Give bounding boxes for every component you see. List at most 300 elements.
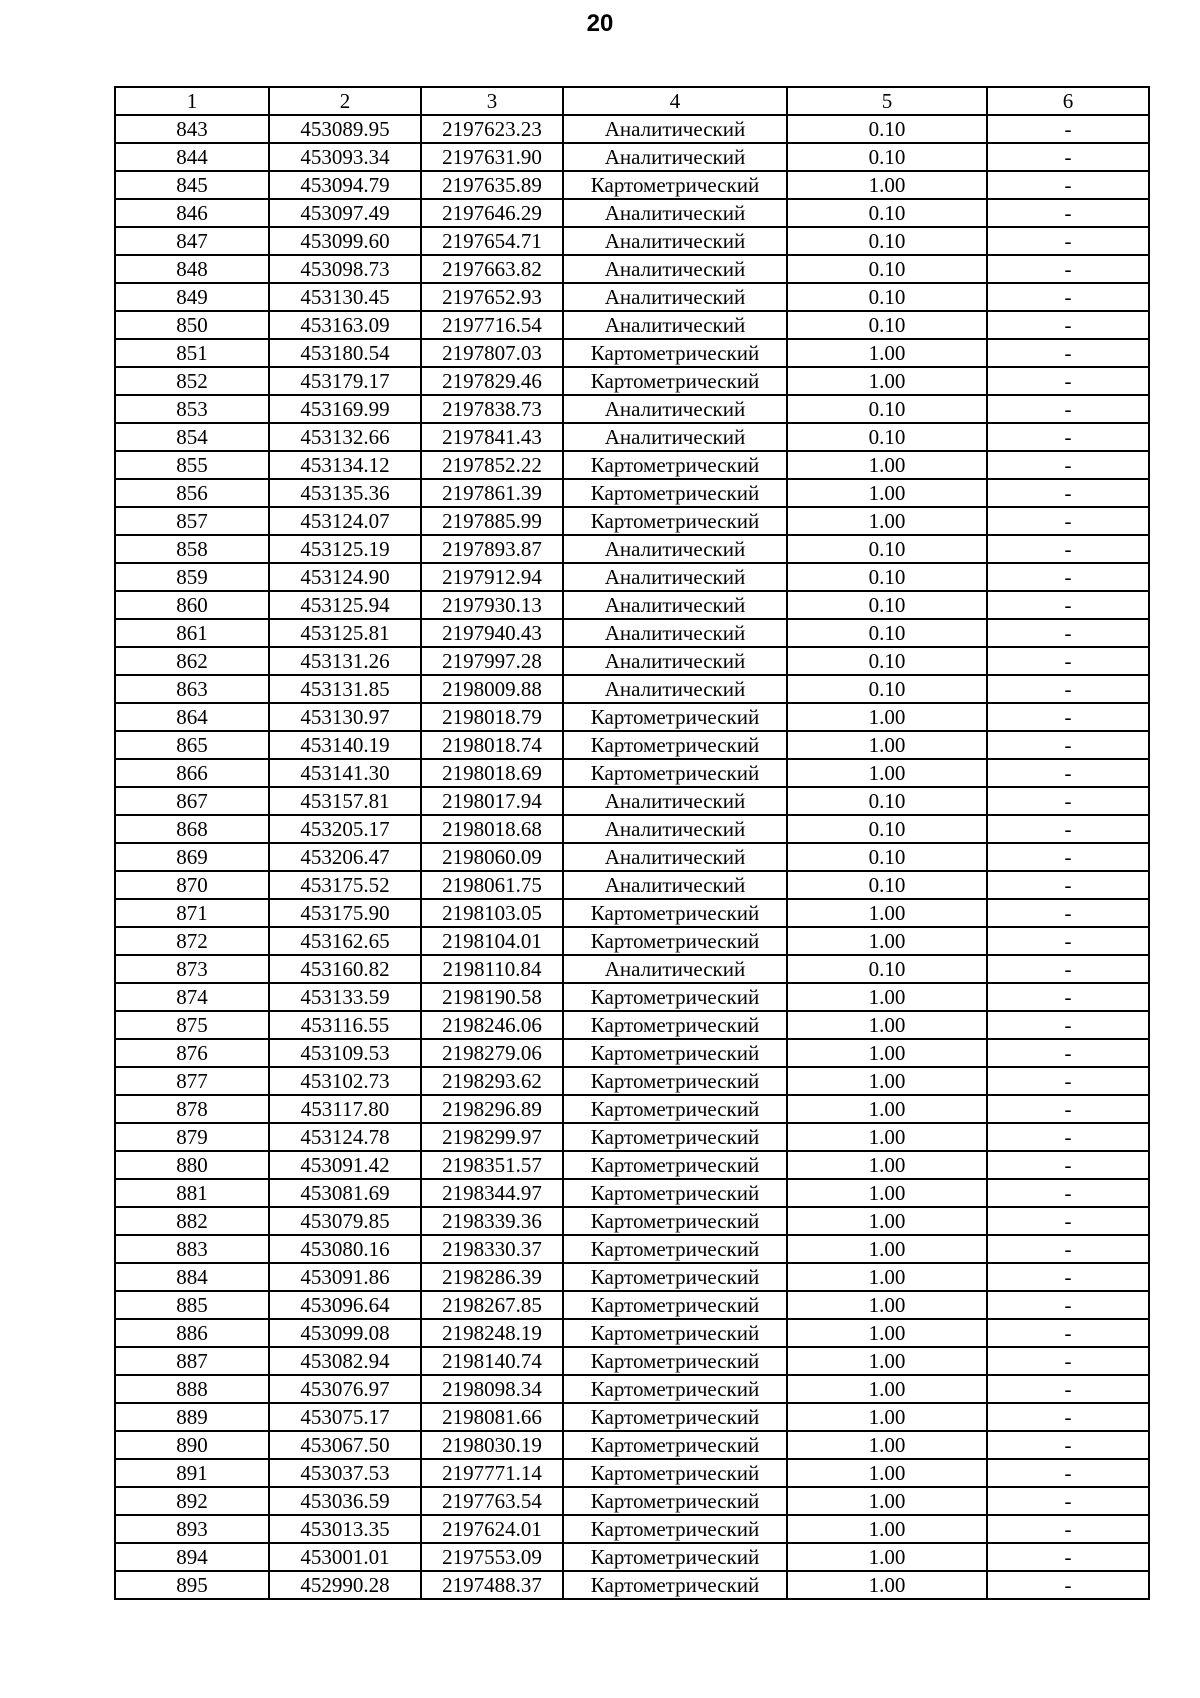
accuracy-cell: 0.10 — [787, 563, 987, 591]
method-cell: Картометрический — [563, 1011, 787, 1039]
note-cell: - — [987, 115, 1149, 143]
table-row — [115, 955, 1149, 983]
note-cell: - — [987, 171, 1149, 199]
x-coordinate-cell: 453125.81 — [269, 619, 421, 647]
x-coordinate-cell: 453133.59 — [269, 983, 421, 1011]
x-coordinate-cell: 453001.01 — [269, 1543, 421, 1571]
method-cell: Картометрический — [563, 1179, 787, 1207]
point-number-cell: 864 — [115, 703, 269, 731]
table-row — [115, 1179, 1149, 1207]
accuracy-cell: 1.00 — [787, 1291, 987, 1319]
x-coordinate-cell: 453102.73 — [269, 1067, 421, 1095]
note-cell: - — [987, 815, 1149, 843]
method-cell: Картометрический — [563, 899, 787, 927]
point-number-cell: 858 — [115, 535, 269, 563]
x-coordinate-cell: 453125.19 — [269, 535, 421, 563]
table-row — [115, 927, 1149, 955]
accuracy-cell: 1.00 — [787, 1347, 987, 1375]
y-coordinate-cell: 2198110.84 — [421, 955, 563, 983]
point-number-cell: 887 — [115, 1347, 269, 1375]
y-coordinate-cell: 2198030.19 — [421, 1431, 563, 1459]
table-row — [115, 1011, 1149, 1039]
table-body — [115, 115, 1149, 1599]
x-coordinate-cell: 453175.52 — [269, 871, 421, 899]
x-coordinate-cell: 453169.99 — [269, 395, 421, 423]
point-number-cell: 878 — [115, 1095, 269, 1123]
column-header-1: 1 — [115, 87, 269, 115]
point-number-cell: 886 — [115, 1319, 269, 1347]
method-cell: Аналитический — [563, 815, 787, 843]
x-coordinate-cell: 453179.17 — [269, 367, 421, 395]
method-cell: Картометрический — [563, 479, 787, 507]
note-cell: - — [987, 1151, 1149, 1179]
point-number-cell: 880 — [115, 1151, 269, 1179]
method-cell: Картометрический — [563, 1291, 787, 1319]
x-coordinate-cell: 453117.80 — [269, 1095, 421, 1123]
accuracy-cell: 0.10 — [787, 675, 987, 703]
note-cell: - — [987, 1543, 1149, 1571]
accuracy-cell: 1.00 — [787, 1431, 987, 1459]
x-coordinate-cell: 453124.07 — [269, 507, 421, 535]
y-coordinate-cell: 2197861.39 — [421, 479, 563, 507]
method-cell: Картометрический — [563, 1375, 787, 1403]
note-cell: - — [987, 759, 1149, 787]
method-cell: Картометрический — [563, 1039, 787, 1067]
x-coordinate-cell: 453134.12 — [269, 451, 421, 479]
table-row — [115, 1291, 1149, 1319]
table-row — [115, 1319, 1149, 1347]
y-coordinate-cell: 2198017.94 — [421, 787, 563, 815]
method-cell: Картометрический — [563, 1235, 787, 1263]
table-row — [115, 255, 1149, 283]
table-row — [115, 395, 1149, 423]
x-coordinate-cell: 453163.09 — [269, 311, 421, 339]
point-number-cell: 877 — [115, 1067, 269, 1095]
note-cell: - — [987, 283, 1149, 311]
accuracy-cell: 1.00 — [787, 339, 987, 367]
method-cell: Аналитический — [563, 199, 787, 227]
accuracy-cell: 0.10 — [787, 311, 987, 339]
y-coordinate-cell: 2198344.97 — [421, 1179, 563, 1207]
method-cell: Аналитический — [563, 311, 787, 339]
x-coordinate-cell: 453157.81 — [269, 787, 421, 815]
y-coordinate-cell: 2198081.66 — [421, 1403, 563, 1431]
method-cell: Картометрический — [563, 1543, 787, 1571]
point-number-cell: 861 — [115, 619, 269, 647]
method-cell: Аналитический — [563, 143, 787, 171]
method-cell: Аналитический — [563, 115, 787, 143]
table-row — [115, 1571, 1149, 1599]
table-row — [115, 787, 1149, 815]
method-cell: Картометрический — [563, 1263, 787, 1291]
note-cell: - — [987, 703, 1149, 731]
accuracy-cell: 0.10 — [787, 227, 987, 255]
accuracy-cell: 1.00 — [787, 1571, 987, 1599]
x-coordinate-cell: 453125.94 — [269, 591, 421, 619]
method-cell: Аналитический — [563, 395, 787, 423]
x-coordinate-cell: 453132.66 — [269, 423, 421, 451]
method-cell: Картометрический — [563, 507, 787, 535]
y-coordinate-cell: 2197631.90 — [421, 143, 563, 171]
accuracy-cell: 1.00 — [787, 367, 987, 395]
y-coordinate-cell: 2197553.09 — [421, 1543, 563, 1571]
point-number-cell: 868 — [115, 815, 269, 843]
x-coordinate-cell: 453098.73 — [269, 255, 421, 283]
note-cell: - — [987, 367, 1149, 395]
x-coordinate-cell: 453067.50 — [269, 1431, 421, 1459]
x-coordinate-cell: 453076.97 — [269, 1375, 421, 1403]
table-row — [115, 1207, 1149, 1235]
method-cell: Картометрический — [563, 1067, 787, 1095]
table-row — [115, 1347, 1149, 1375]
note-cell: - — [987, 199, 1149, 227]
x-coordinate-cell: 453160.82 — [269, 955, 421, 983]
x-coordinate-cell: 453141.30 — [269, 759, 421, 787]
note-cell: - — [987, 451, 1149, 479]
point-number-cell: 879 — [115, 1123, 269, 1151]
accuracy-cell: 1.00 — [787, 1207, 987, 1235]
y-coordinate-cell: 2197829.46 — [421, 367, 563, 395]
point-number-cell: 843 — [115, 115, 269, 143]
y-coordinate-cell: 2197930.13 — [421, 591, 563, 619]
y-coordinate-cell: 2197771.14 — [421, 1459, 563, 1487]
y-coordinate-cell: 2198286.39 — [421, 1263, 563, 1291]
method-cell: Картометрический — [563, 171, 787, 199]
point-number-cell: 866 — [115, 759, 269, 787]
accuracy-cell: 1.00 — [787, 1459, 987, 1487]
x-coordinate-cell: 453124.90 — [269, 563, 421, 591]
table-row — [115, 843, 1149, 871]
note-cell: - — [987, 395, 1149, 423]
note-cell: - — [987, 1067, 1149, 1095]
table-row — [115, 507, 1149, 535]
accuracy-cell: 1.00 — [787, 451, 987, 479]
x-coordinate-cell: 453091.86 — [269, 1263, 421, 1291]
accuracy-cell: 1.00 — [787, 927, 987, 955]
note-cell: - — [987, 1515, 1149, 1543]
note-cell: - — [987, 507, 1149, 535]
method-cell: Картометрический — [563, 1515, 787, 1543]
note-cell: - — [987, 255, 1149, 283]
x-coordinate-cell: 453205.17 — [269, 815, 421, 843]
table-row — [115, 115, 1149, 143]
method-cell: Картометрический — [563, 759, 787, 787]
note-cell: - — [987, 1319, 1149, 1347]
y-coordinate-cell: 2198351.57 — [421, 1151, 563, 1179]
accuracy-cell: 1.00 — [787, 899, 987, 927]
accuracy-cell: 0.10 — [787, 255, 987, 283]
note-cell: - — [987, 871, 1149, 899]
method-cell: Аналитический — [563, 619, 787, 647]
accuracy-cell: 1.00 — [787, 983, 987, 1011]
y-coordinate-cell: 2198330.37 — [421, 1235, 563, 1263]
table-row — [115, 899, 1149, 927]
note-cell: - — [987, 1403, 1149, 1431]
y-coordinate-cell: 2197852.22 — [421, 451, 563, 479]
table-row — [115, 731, 1149, 759]
x-coordinate-cell: 453093.34 — [269, 143, 421, 171]
column-header-3: 3 — [421, 87, 563, 115]
point-number-cell: 883 — [115, 1235, 269, 1263]
method-cell: Аналитический — [563, 423, 787, 451]
point-number-cell: 872 — [115, 927, 269, 955]
point-number-cell: 876 — [115, 1039, 269, 1067]
note-cell: - — [987, 1291, 1149, 1319]
note-cell: - — [987, 1571, 1149, 1599]
method-cell: Картометрический — [563, 927, 787, 955]
method-cell: Аналитический — [563, 255, 787, 283]
y-coordinate-cell: 2198190.58 — [421, 983, 563, 1011]
y-coordinate-cell: 2198279.06 — [421, 1039, 563, 1067]
table-row — [115, 1403, 1149, 1431]
point-number-cell: 889 — [115, 1403, 269, 1431]
y-coordinate-cell: 2197488.37 — [421, 1571, 563, 1599]
y-coordinate-cell: 2197623.23 — [421, 115, 563, 143]
method-cell: Картометрический — [563, 1319, 787, 1347]
method-cell: Аналитический — [563, 563, 787, 591]
table-row — [115, 199, 1149, 227]
table-row — [115, 759, 1149, 787]
page-number: 20 — [586, 10, 614, 37]
y-coordinate-cell: 2197716.54 — [421, 311, 563, 339]
note-cell: - — [987, 479, 1149, 507]
accuracy-cell: 0.10 — [787, 647, 987, 675]
y-coordinate-cell: 2197940.43 — [421, 619, 563, 647]
accuracy-cell: 1.00 — [787, 1095, 987, 1123]
y-coordinate-cell: 2198018.68 — [421, 815, 563, 843]
point-number-cell: 869 — [115, 843, 269, 871]
table-row — [115, 1543, 1149, 1571]
note-cell: - — [987, 1011, 1149, 1039]
method-cell: Аналитический — [563, 647, 787, 675]
point-number-cell: 867 — [115, 787, 269, 815]
y-coordinate-cell: 2198103.05 — [421, 899, 563, 927]
table-row — [115, 339, 1149, 367]
table-row — [115, 983, 1149, 1011]
x-coordinate-cell: 453089.95 — [269, 115, 421, 143]
y-coordinate-cell: 2197893.87 — [421, 535, 563, 563]
note-cell: - — [987, 1123, 1149, 1151]
x-coordinate-cell: 453206.47 — [269, 843, 421, 871]
note-cell: - — [987, 227, 1149, 255]
x-coordinate-cell: 453130.97 — [269, 703, 421, 731]
point-number-cell: 881 — [115, 1179, 269, 1207]
y-coordinate-cell: 2198140.74 — [421, 1347, 563, 1375]
method-cell: Аналитический — [563, 675, 787, 703]
x-coordinate-cell: 453037.53 — [269, 1459, 421, 1487]
table-row — [115, 1235, 1149, 1263]
accuracy-cell: 1.00 — [787, 1039, 987, 1067]
table-row — [115, 1515, 1149, 1543]
point-number-cell: 854 — [115, 423, 269, 451]
y-coordinate-cell: 2198296.89 — [421, 1095, 563, 1123]
y-coordinate-cell: 2197763.54 — [421, 1487, 563, 1515]
accuracy-cell: 1.00 — [787, 703, 987, 731]
note-cell: - — [987, 1487, 1149, 1515]
y-coordinate-cell: 2197624.01 — [421, 1515, 563, 1543]
y-coordinate-cell: 2197635.89 — [421, 171, 563, 199]
note-cell: - — [987, 563, 1149, 591]
table-row — [115, 1375, 1149, 1403]
method-cell: Картометрический — [563, 731, 787, 759]
y-coordinate-cell: 2198248.19 — [421, 1319, 563, 1347]
y-coordinate-cell: 2197838.73 — [421, 395, 563, 423]
y-coordinate-cell: 2198018.74 — [421, 731, 563, 759]
table-row — [115, 479, 1149, 507]
x-coordinate-cell: 453013.35 — [269, 1515, 421, 1543]
accuracy-cell: 1.00 — [787, 1123, 987, 1151]
accuracy-cell: 1.00 — [787, 1235, 987, 1263]
accuracy-cell: 1.00 — [787, 1515, 987, 1543]
table-header-row — [115, 87, 1149, 115]
note-cell: - — [987, 1207, 1149, 1235]
point-number-cell: 846 — [115, 199, 269, 227]
method-cell: Аналитический — [563, 535, 787, 563]
y-coordinate-cell: 2198299.97 — [421, 1123, 563, 1151]
table-row — [115, 227, 1149, 255]
x-coordinate-cell: 453162.65 — [269, 927, 421, 955]
point-number-cell: 893 — [115, 1515, 269, 1543]
table-row — [115, 815, 1149, 843]
y-coordinate-cell: 2198009.88 — [421, 675, 563, 703]
x-coordinate-cell: 453130.45 — [269, 283, 421, 311]
method-cell: Картометрический — [563, 1431, 787, 1459]
method-cell: Картометрический — [563, 1095, 787, 1123]
accuracy-cell: 0.10 — [787, 787, 987, 815]
y-coordinate-cell: 2198061.75 — [421, 871, 563, 899]
table-row — [115, 591, 1149, 619]
method-cell: Картометрический — [563, 1151, 787, 1179]
point-number-cell: 847 — [115, 227, 269, 255]
x-coordinate-cell: 453140.19 — [269, 731, 421, 759]
accuracy-cell: 0.10 — [787, 619, 987, 647]
method-cell: Картометрический — [563, 367, 787, 395]
table-row — [115, 703, 1149, 731]
method-cell: Аналитический — [563, 871, 787, 899]
point-number-cell: 862 — [115, 647, 269, 675]
note-cell: - — [987, 1263, 1149, 1291]
table-row — [115, 871, 1149, 899]
accuracy-cell: 0.10 — [787, 283, 987, 311]
note-cell: - — [987, 1375, 1149, 1403]
y-coordinate-cell: 2198018.69 — [421, 759, 563, 787]
method-cell: Картометрический — [563, 1571, 787, 1599]
method-cell: Картометрический — [563, 703, 787, 731]
column-header-6: 6 — [987, 87, 1149, 115]
y-coordinate-cell: 2197663.82 — [421, 255, 563, 283]
table-row — [115, 619, 1149, 647]
note-cell: - — [987, 143, 1149, 171]
note-cell: - — [987, 423, 1149, 451]
accuracy-cell: 0.10 — [787, 423, 987, 451]
x-coordinate-cell: 453075.17 — [269, 1403, 421, 1431]
point-number-cell: 892 — [115, 1487, 269, 1515]
accuracy-cell: 1.00 — [787, 1543, 987, 1571]
point-number-cell: 891 — [115, 1459, 269, 1487]
note-cell: - — [987, 731, 1149, 759]
x-coordinate-cell: 453079.85 — [269, 1207, 421, 1235]
method-cell: Картометрический — [563, 1487, 787, 1515]
note-cell: - — [987, 787, 1149, 815]
accuracy-cell: 1.00 — [787, 1319, 987, 1347]
column-header-2: 2 — [269, 87, 421, 115]
table-row — [115, 367, 1149, 395]
point-number-cell: 844 — [115, 143, 269, 171]
y-coordinate-cell: 2198339.36 — [421, 1207, 563, 1235]
point-number-cell: 871 — [115, 899, 269, 927]
method-cell: Аналитический — [563, 283, 787, 311]
note-cell: - — [987, 1095, 1149, 1123]
accuracy-cell: 0.10 — [787, 143, 987, 171]
table-row — [115, 1263, 1149, 1291]
note-cell: - — [987, 1431, 1149, 1459]
accuracy-cell: 0.10 — [787, 535, 987, 563]
accuracy-cell: 1.00 — [787, 1375, 987, 1403]
accuracy-cell: 1.00 — [787, 1487, 987, 1515]
table-row — [115, 1431, 1149, 1459]
point-number-cell: 849 — [115, 283, 269, 311]
point-number-cell: 852 — [115, 367, 269, 395]
y-coordinate-cell: 2197646.29 — [421, 199, 563, 227]
note-cell: - — [987, 899, 1149, 927]
x-coordinate-cell: 453175.90 — [269, 899, 421, 927]
accuracy-cell: 1.00 — [787, 171, 987, 199]
point-number-cell: 885 — [115, 1291, 269, 1319]
table-row — [115, 1459, 1149, 1487]
point-number-cell: 845 — [115, 171, 269, 199]
point-number-cell: 853 — [115, 395, 269, 423]
point-number-cell: 875 — [115, 1011, 269, 1039]
column-header-4: 4 — [563, 87, 787, 115]
note-cell: - — [987, 955, 1149, 983]
point-number-cell: 863 — [115, 675, 269, 703]
method-cell: Картометрический — [563, 339, 787, 367]
y-coordinate-cell: 2198104.01 — [421, 927, 563, 955]
accuracy-cell: 0.10 — [787, 395, 987, 423]
accuracy-cell: 1.00 — [787, 1067, 987, 1095]
point-number-cell: 856 — [115, 479, 269, 507]
table-row — [115, 171, 1149, 199]
accuracy-cell: 0.10 — [787, 843, 987, 871]
table-row — [115, 311, 1149, 339]
y-coordinate-cell: 2198293.62 — [421, 1067, 563, 1095]
y-coordinate-cell: 2197997.28 — [421, 647, 563, 675]
note-cell: - — [987, 619, 1149, 647]
method-cell: Картометрический — [563, 1459, 787, 1487]
table-row — [115, 1487, 1149, 1515]
point-number-cell: 882 — [115, 1207, 269, 1235]
table-row — [115, 563, 1149, 591]
accuracy-cell: 0.10 — [787, 199, 987, 227]
y-coordinate-cell: 2197654.71 — [421, 227, 563, 255]
method-cell: Аналитический — [563, 787, 787, 815]
x-coordinate-cell: 453116.55 — [269, 1011, 421, 1039]
note-cell: - — [987, 591, 1149, 619]
note-cell: - — [987, 675, 1149, 703]
point-number-cell: 850 — [115, 311, 269, 339]
note-cell: - — [987, 927, 1149, 955]
y-coordinate-cell: 2197652.93 — [421, 283, 563, 311]
note-cell: - — [987, 535, 1149, 563]
accuracy-cell: 1.00 — [787, 1179, 987, 1207]
accuracy-cell: 1.00 — [787, 1263, 987, 1291]
x-coordinate-cell: 453099.60 — [269, 227, 421, 255]
table-row — [115, 675, 1149, 703]
column-header-5: 5 — [787, 87, 987, 115]
note-cell: - — [987, 1347, 1149, 1375]
method-cell: Картометрический — [563, 451, 787, 479]
note-cell: - — [987, 843, 1149, 871]
